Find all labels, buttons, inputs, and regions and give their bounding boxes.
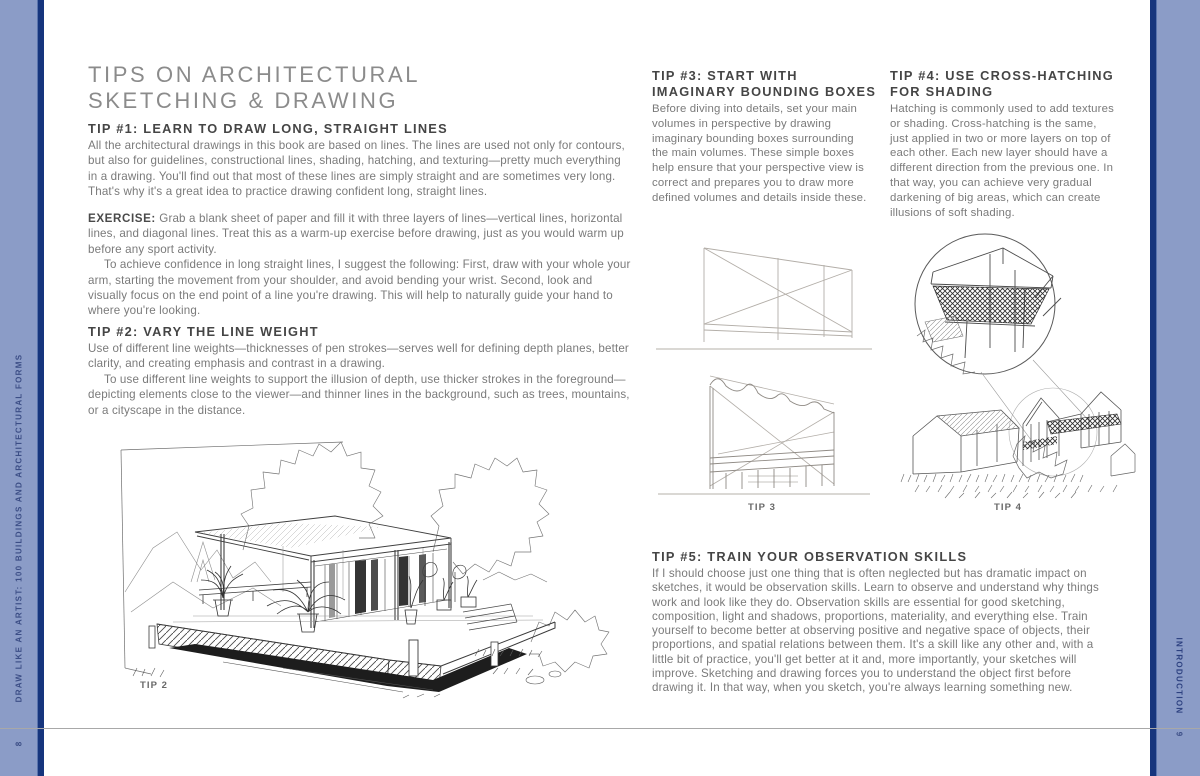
exercise-label: EXERCISE: — [88, 212, 156, 225]
exercise-text: Grab a blank sheet of paper and fill it with three layers of lines—vertical lines, horizontal lines, and diagonal lines. Treat this as a warm-up exercise before drawing, just as you would warm up before any sport activity. — [88, 212, 624, 256]
page-bottom-rule — [0, 728, 1200, 729]
tip2-body — [88, 341, 633, 418]
tip2-paragraph2: To use different line weights to support the illusion of depth, use thicker strokes in the foreground—depicting elements close to the viewer—and thinner lines in the background, such as trees, mountains, or a cityscape in the distance. — [88, 372, 630, 417]
spine-title-left: DRAW LIKE AN ARTIST: 100 BUILDINGS AND ARCHITECTURAL FORMS — [14, 353, 24, 703]
house-pavilion-drawing-svg — [103, 430, 618, 702]
tip1-paragraph2: To achieve confidence in long straight lines, I suggest the following: First, draw with your whole your arm, starting the movement from your shoulder, and avoid bending your wrist. Second, look and visually focus on the end point of a line you're drawing. This will help to naturally guide your hand to where you're looking. — [88, 258, 631, 318]
left-band-navy-rule — [38, 0, 44, 776]
spine-title-right: INTRODUCTION — [1174, 637, 1184, 715]
page-title — [88, 62, 648, 114]
tip3-heading — [652, 68, 882, 100]
figure3-label: TIP 3 — [748, 502, 777, 513]
tip1-body — [88, 138, 633, 200]
figure-tip3-bounding-boxes — [648, 236, 880, 498]
tip3-heading-line1: TIP #3: START WITH — [652, 68, 798, 83]
tip4-heading-line2: FOR SHADING — [890, 84, 994, 99]
figure-tip2-house-sketch — [103, 430, 618, 702]
page-title-line1: TIPS ON ARCHITECTURAL — [88, 62, 421, 87]
figure4-label: TIP 4 — [994, 502, 1023, 513]
tip5-heading: TIP #5: TRAIN YOUR OBSERVATION SKILLS — [652, 549, 968, 564]
tip1-exercise — [88, 211, 633, 319]
tip4-heading-line1: TIP #4: USE CROSS-HATCHING — [890, 68, 1115, 83]
figure-tip4-crosshatching — [885, 226, 1137, 502]
tip4-heading — [890, 68, 1130, 100]
page-number-right: 9 — [1174, 731, 1184, 737]
tip4-body: Hatching is commonly used to add textures or shading. Cross-hatching is the same, just applied in two or more layers on top of each other. Each new layer should have a different direction from the previous one. In that way, you can achieve very gradual darkening of big areas, which can create illusions of soft shading. — [890, 103, 1114, 219]
tip2-paragraph1: Use of different line weights—thicknesses of pen strokes—serves well for defining depth planes, better clarity, and creating emphasis and contrast in a drawing. — [88, 342, 629, 371]
page-title-line2: SKETCHING & DRAWING — [88, 88, 399, 113]
exercise-paragraph — [88, 211, 633, 257]
tip1-paragraph: All the architectural drawings in this book are based on lines. The lines are used not only for contours, but also for guidelines, constructional lines, shading, hatching, and texturing—pretty much everything in a drawing. You'll find out that most of these lines are simply straight and are sometimes very long. That's why it's a great idea to practice drawing confident long, straight lines. — [88, 139, 625, 199]
tip1-heading: TIP #1: LEARN TO DRAW LONG, STRAIGHT LINES — [88, 121, 448, 136]
bounding-box-sketch-svg — [648, 236, 880, 498]
page-number-left: 8 — [14, 741, 24, 747]
figure2-label: TIP 2 — [140, 680, 169, 691]
crosshatch-sketch-svg — [885, 226, 1137, 502]
tip3-heading-line2: IMAGINARY BOUNDING BOXES — [652, 84, 877, 99]
tip5-body: If I should choose just one thing that is often neglected but has dramatic impact on sketches, it would be observation skills. Learn to observe and understand why things work and look like they do. Observation skills are essential for good sketching, composition, light and shadows, proportions, materiality, and everything else. Train yourself to become better at observing positive and negative space of objects, their proportions, and spatial relations between them. It's a skill like any other and, with a little bit of practice, you'll get better at it and, more importantly, your sketches will improve. Sketching and drawing forces you to understand the object first before drawing it. In that way, when you sketch, you're always learning something new. — [652, 567, 1099, 695]
tip2-heading: TIP #2: VARY THE LINE WEIGHT — [88, 324, 319, 339]
tip3-body: Before diving into details, set your main volumes in perspective by drawing imaginary bounding boxes surrounding the main volumes. These simple boxes help ensure that your perspective view is correct and prepares you to draw more defined volumes and details inside these. — [652, 103, 867, 204]
